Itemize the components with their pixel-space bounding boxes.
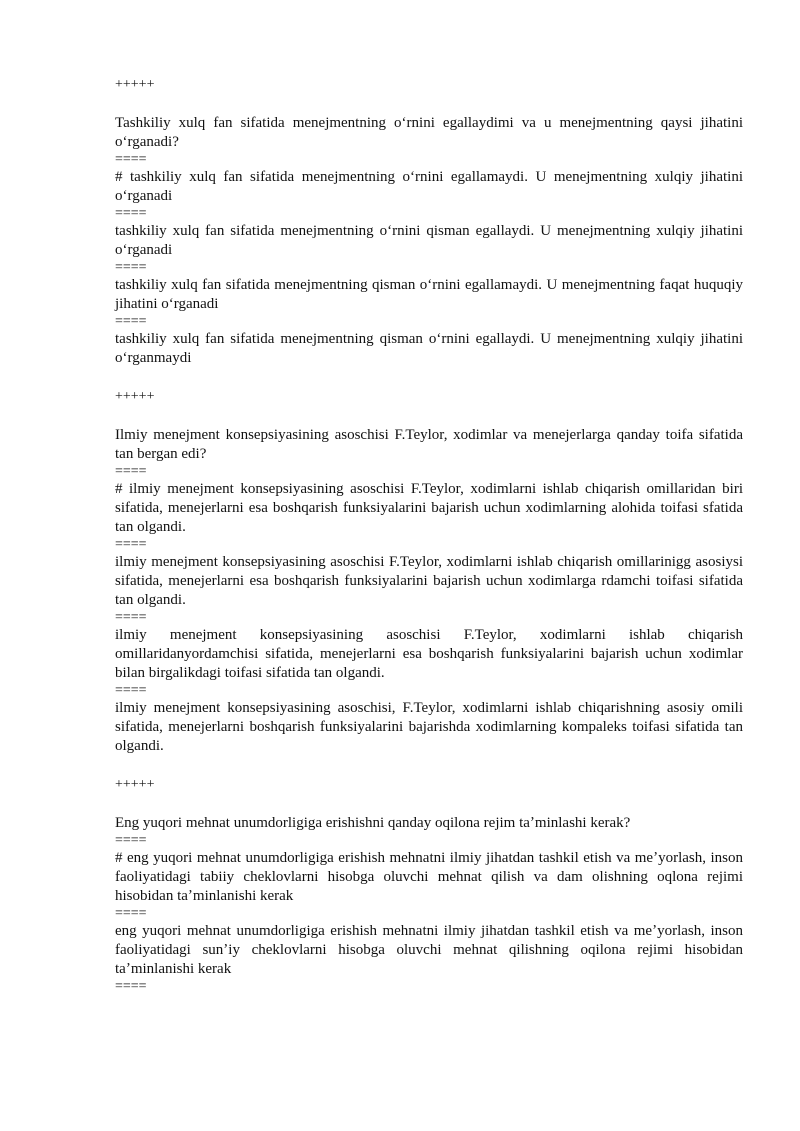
- answer-option: ilmiy menejment konsepsiyasining asoschisi, F.Teylor, xodimlarni ishlab chiqarishning asosiy omili sifatida, menejerlarni boshqarish funksiyalarini bajarishda xodimlarning kompaleks toifasi sifatida tan olgandi.: [115, 700, 743, 754]
- answer-separator: ====: [115, 314, 147, 329]
- answer-separator: ====: [115, 206, 147, 221]
- answer-option-correct: # tashkiliy xulq fan sifatida menejmentning oʻrnini egallamaydi. U menejmentning xulqiy jihatini oʻrganadi: [115, 169, 743, 204]
- question-block-2: [115, 388, 743, 756]
- answer-option: tashkiliy xulq fan sifatida menejmentning oʻrnini qisman egallaydi. U menejmentning xulqiy jihatini oʻrganadi: [115, 223, 743, 258]
- answer-separator: ====: [115, 537, 147, 552]
- question-text: Tashkiliy xulq fan sifatida menejmentning oʻrnini egallaydimi va u menejmentning qaysi jihatini oʻrganadi?: [115, 115, 743, 150]
- answer-separator: ====: [115, 683, 147, 698]
- answer-option-correct: # eng yuqori mehnat unumdorligiga erishish mehnatni ilmiy jihatdan tashkil etish va meʼyorlash, inson faoliyatidagi tabiiy cheklovlarni hisobga oluvchi mehnat qilish va dam olishning oqlona rejimi hisobidan taʼminlanishi kerak: [115, 850, 743, 904]
- answer-option: ilmiy menejment konsepsiyasining asoschisi F.Teylor, xodimlarni ishlab chiqarish omillarinigg asosiysi sifatida, menejerlarni esa boshqarish funksiyalarini bajarish uchun xodimlarga rdamchi toifasi sifatida tan olgandi.: [115, 554, 743, 608]
- answer-separator: ====: [115, 906, 147, 921]
- answer-option: eng yuqori mehnat unumdorligiga erishish mehnatni ilmiy jihatdan tashkil etish va meʼyorlash, inson faoliyatidagi sunʼiy cheklovlarni hisobga oluvchi mehnat qilishning oqilona rejimi hisobidan taʼminlanishi kerak: [115, 923, 743, 977]
- plus-separator: +++++: [115, 77, 155, 92]
- answer-separator: ====: [115, 260, 147, 275]
- answer-separator: ====: [115, 833, 147, 848]
- answer-option: tashkiliy xulq fan sifatida menejmentning qisman oʻrnini egallamaydi. U menejmentning faqat huquqiy jihatini oʻrganadi: [115, 277, 743, 312]
- plus-separator: +++++: [115, 389, 155, 404]
- answer-separator: ====: [115, 979, 147, 994]
- answer-option: ilmiy menejment konsepsiyasining asoschisi F.Teylor, xodimlarni ishlab chiqarish omillaridanyordamchisi sifatida, menejerlarni esa boshqarish funksiyalarini bajarish uchun xodimlar bilan birgalikdagi toifasi sifatida tan olgandi.: [115, 627, 743, 681]
- question-block-1: [115, 76, 743, 368]
- answer-separator: ====: [115, 464, 147, 479]
- question-text: Eng yuqori mehnat unumdorligiga erishishni qanday oqilona rejim taʼminlashi kerak?: [115, 815, 631, 831]
- answer-option-correct: # ilmiy menejment konsepsiyasining asoschisi F.Teylor, xodimlarni ishlab chiqarish omillaridan biri sifatida, menejerlarni esa boshqarish funksiyalarini bajarish uchun xodimlarning alohida toifasi sfatida tan olgandi.: [115, 481, 743, 535]
- plus-separator: +++++: [115, 777, 155, 792]
- question-text: Ilmiy menejment konsepsiyasining asoschisi F.Teylor, xodimlar va menejerlarga qanday toifa sifatida tan bergan edi?: [115, 427, 743, 462]
- answer-option: tashkiliy xulq fan sifatida menejmentning qisman oʻrnini egallaydi. U menejmentning xulqiy jihatini oʻrganmaydi: [115, 331, 743, 366]
- question-block-3: [115, 776, 743, 995]
- answer-separator: ====: [115, 610, 147, 625]
- answer-separator: ====: [115, 152, 147, 167]
